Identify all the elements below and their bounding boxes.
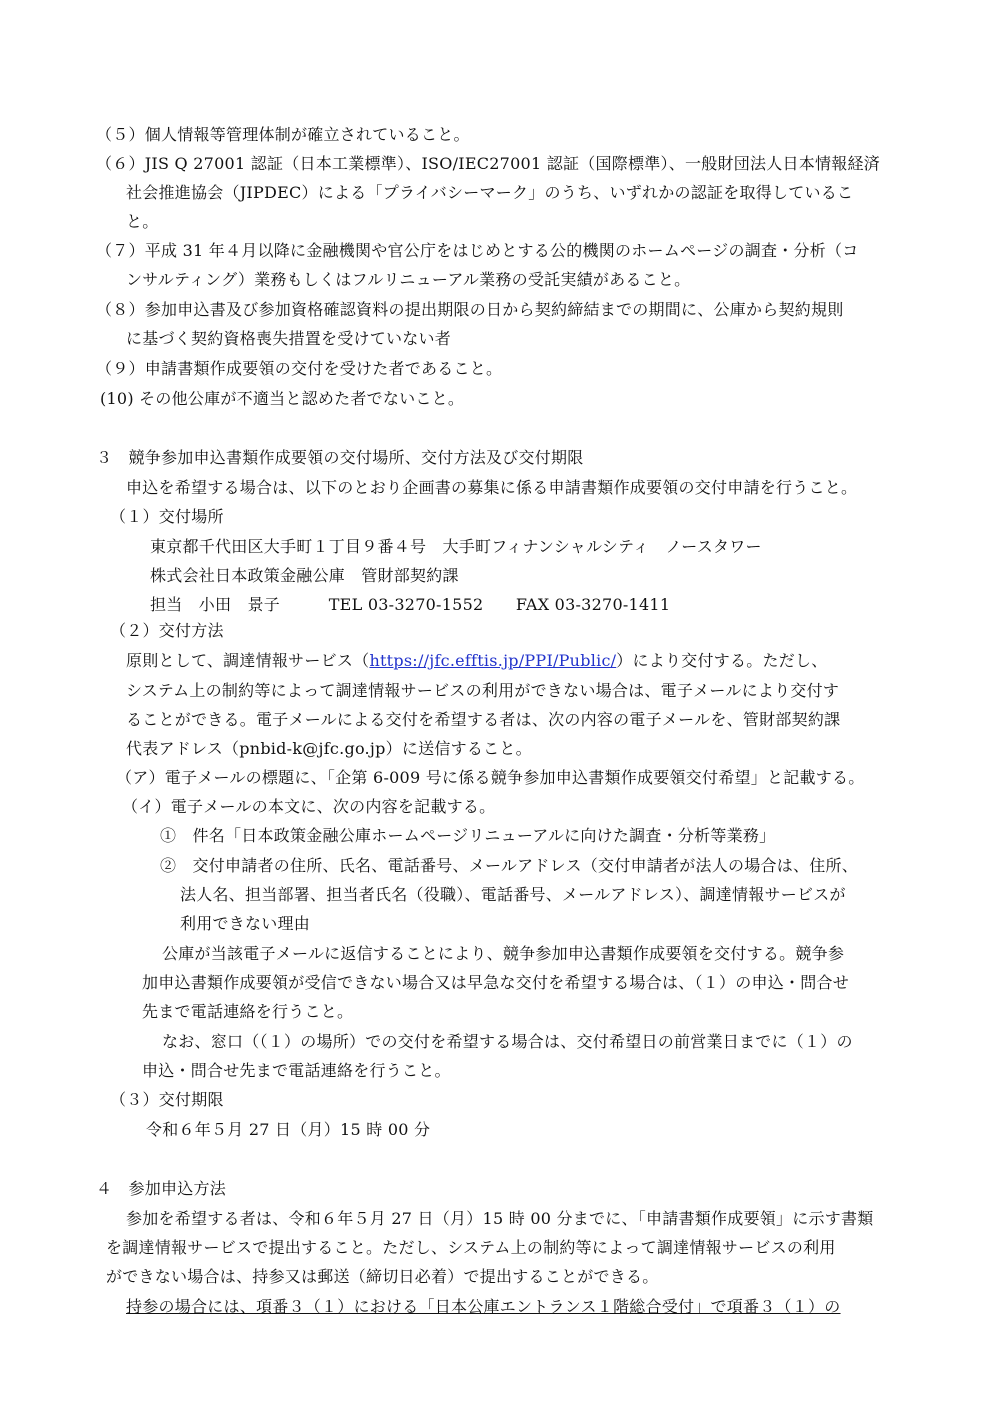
content-item-2-line-3: 利用できない理由 bbox=[180, 914, 311, 933]
item-5: （５）個人情報等管理体制が確立されていること。 bbox=[96, 125, 470, 144]
organization: 株式会社日本政策金融公庫 管財部契約課 bbox=[150, 566, 459, 585]
content-item-1: ① 件名「日本政策金融公庫ホームページリニューアルに向けた調査・分析等業務」 bbox=[160, 826, 776, 845]
section-3-intro: 申込を希望する場合は、以下のとおり企画書の募集に係る申請書類作成要領の交付申請を行うこと。 bbox=[126, 478, 858, 497]
window-line-1: なお、窓口（（１）の場所）での交付を希望する場合は、交付希望日の前営業日までに（１）の bbox=[162, 1032, 853, 1051]
section-4-para-1-line-1: 参加を希望する者は、令和６年５月 27 日（月）15 時 00 分までに、「申請書類作成要領」に示す書類 bbox=[126, 1209, 874, 1228]
section-4-para-1-line-2: を調達情報サービスで提出すること。ただし、システム上の制約等によって調達情報サービスの利用 bbox=[106, 1238, 836, 1257]
item-7-line-1: （７）平成 31 年４月以降に金融機関や官公庁をはじめとする公的機関のホームページの調査・分析（コ bbox=[96, 241, 859, 260]
item-8-line-2: に基づく契約資格喪失措置を受けていない者 bbox=[126, 329, 452, 348]
window-line-2: 申込・問合せ先まで電話連絡を行うこと。 bbox=[142, 1061, 451, 1080]
email-body-item: （イ）電子メールの本文に、次の内容を記載する。 bbox=[122, 797, 496, 816]
method-text-start: 原則として、調達情報サービス（ bbox=[126, 651, 370, 670]
place-heading: （１）交付場所 bbox=[110, 507, 224, 526]
deadline-heading: （３）交付期限 bbox=[110, 1090, 224, 1109]
method-line-3: ることができる。電子メールによる交付を希望する者は、次の内容の電子メールを、管財部契約課 bbox=[126, 710, 841, 729]
method-line-2: システム上の制約等によって調達情報サービスの利用ができない場合は、電子メールにより交付す bbox=[126, 681, 840, 700]
method-heading: （２）交付方法 bbox=[110, 621, 224, 640]
address: 東京都千代田区大手町１丁目９番４号 大手町フィナンシャルシティ ノースタワー bbox=[150, 537, 762, 556]
item-9: （９）申請書類作成要領の交付を受けた者であること。 bbox=[96, 359, 503, 378]
reply-line-1: 公庫が当該電子メールに返信することにより、競争参加申込書類作成要領を交付する。競争参 bbox=[162, 944, 845, 963]
email-subject-item: （ア）電子メールの標題に、「企第 6-009 号に係る競争参加申込書類作成要領交付希望」と記載する。 bbox=[116, 768, 865, 787]
content-item-2-line-2: 法人名、担当部署、担当者氏名（役職）、電話番号、メールアドレス）、調達情報サービスが bbox=[180, 885, 846, 904]
deadline-value: 令和６年５月 27 日（月）15 時 00 分 bbox=[146, 1120, 431, 1139]
item-6-line-1: （６）JIS Q 27001 認証（日本工業標準）、ISO/IEC27001 認証（国際標準）、一般財団法人日本情報経済 bbox=[96, 154, 880, 173]
item-6-line-2: 社会推進協会（JIPDEC）による「プライバシーマーク」のうち、いずれかの認証を取得しているこ bbox=[126, 183, 854, 202]
section-4-para-2-line-1: 持参の場合には、項番３（１）における「日本公庫エントランス１階総合受付」で項番３（１）の bbox=[126, 1297, 841, 1316]
section-3-heading: ３ 競争参加申込書類作成要領の交付場所、交付方法及び交付期限 bbox=[96, 448, 584, 467]
reply-line-2: 加申込書類作成要領が受信できない場合又は早急な交付を希望する場合は、（１）の申込・問合せ bbox=[142, 973, 850, 992]
reply-line-3: 先まで電話連絡を行うこと。 bbox=[142, 1002, 354, 1021]
section-4-heading: ４ 参加申込方法 bbox=[96, 1179, 227, 1198]
method-text-end: ）により交付する。ただし、 bbox=[616, 651, 828, 670]
procurement-service-link[interactable]: https://jfc.efftis.jp/PPI/Public/ bbox=[369, 651, 617, 670]
item-6-line-3: と。 bbox=[126, 212, 159, 231]
contact-info: 担当 小田 景子 TEL 03-3270-1552 FAX 03-3270-1411 bbox=[150, 595, 671, 614]
method-line-4: 代表アドレス（pnbid-k@jfc.go.jp）に送信すること。 bbox=[126, 739, 532, 758]
method-line-1 bbox=[126, 650, 828, 672]
item-7-line-2: ンサルティング）業務もしくはフルリニューアル業務の受託実績があること。 bbox=[126, 270, 691, 289]
item-10: (10) その他公庫が不適当と認めた者でないこと。 bbox=[100, 389, 465, 408]
content-item-2-line-1: ② 交付申請者の住所、氏名、電話番号、メールアドレス（交付申請者が法人の場合は、住所、 bbox=[160, 856, 858, 875]
item-8-line-1: （８）参加申込書及び参加資格確認資料の提出期限の日から契約締結までの期間に、公庫から契約規則 bbox=[96, 300, 844, 319]
section-4-para-1-line-3: ができない場合は、持参又は郵送（締切日必着）で提出することができる。 bbox=[106, 1267, 659, 1286]
